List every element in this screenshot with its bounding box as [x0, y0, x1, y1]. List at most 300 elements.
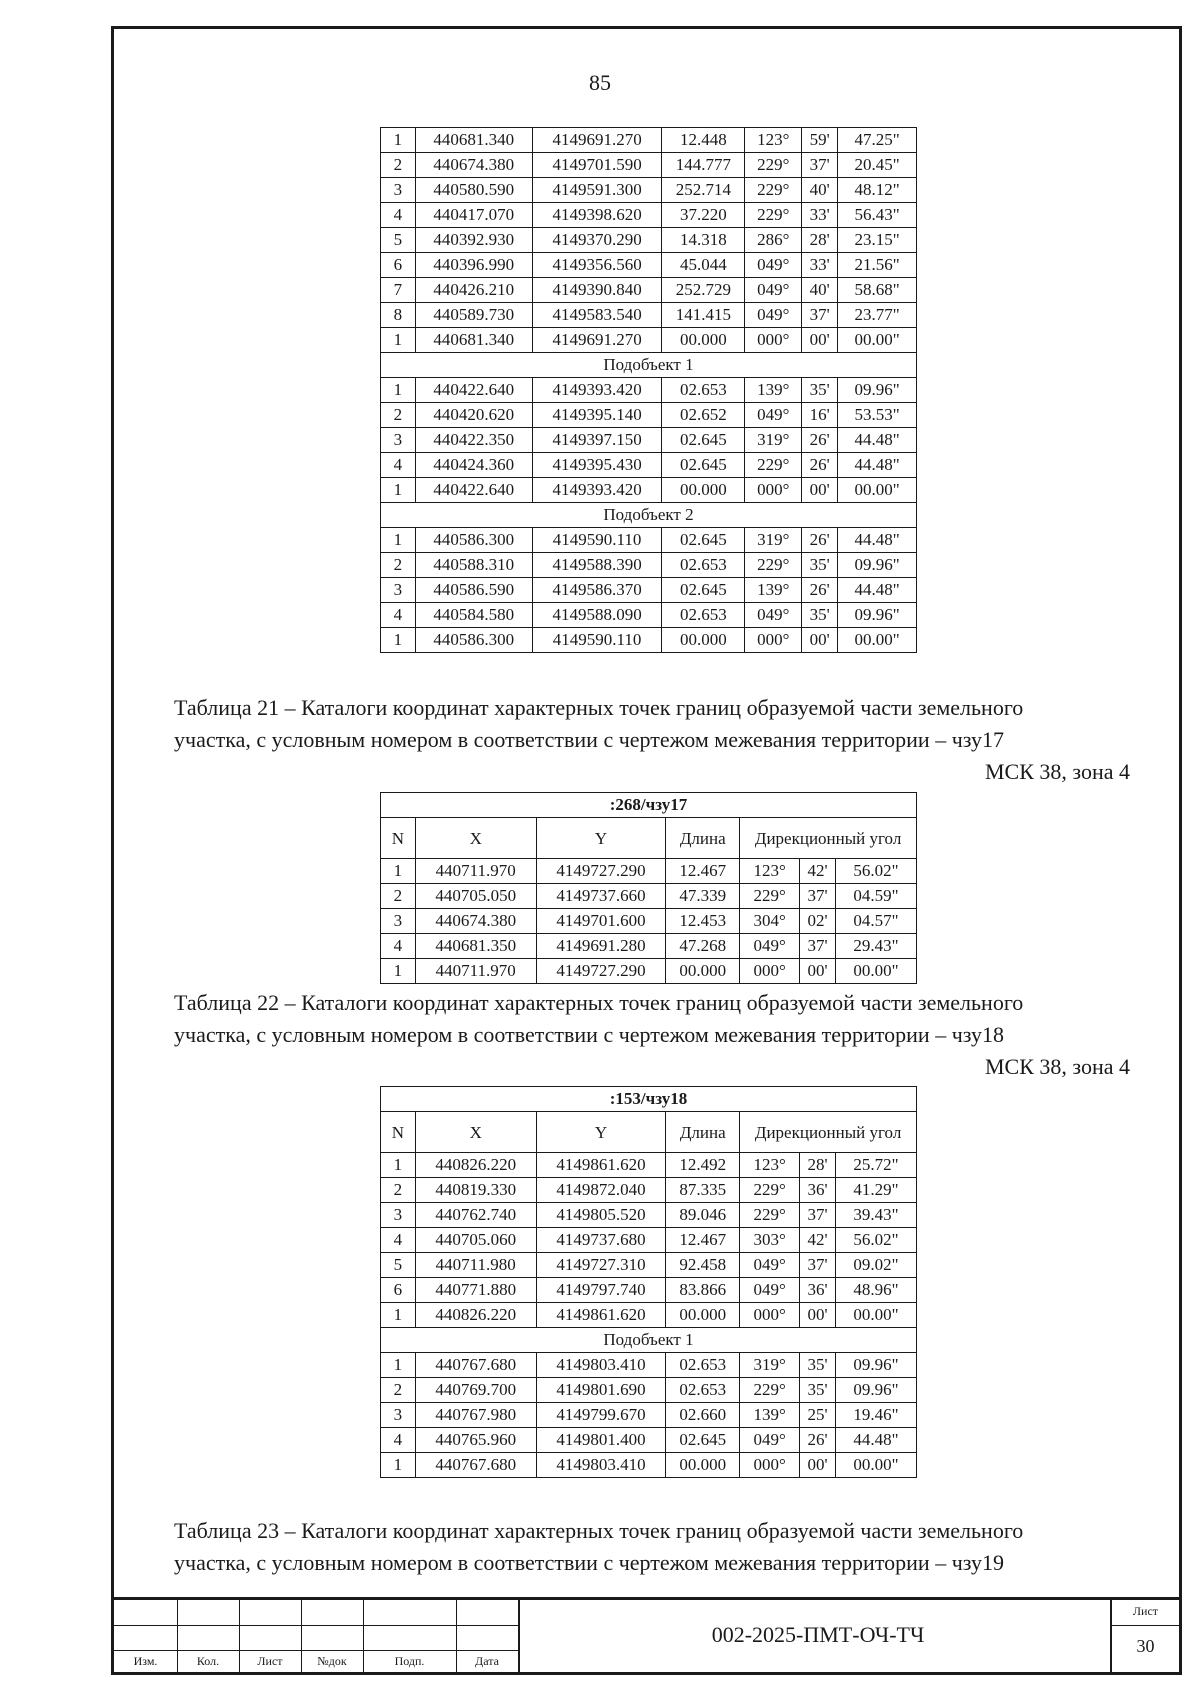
- caption-line: Таблица 21 – Каталоги координат характерных точек границ образуемой части земельного: [174, 695, 1024, 720]
- table-cell: 4149395.430: [532, 453, 662, 478]
- table-cell: 440417.070: [415, 203, 532, 228]
- table-cell: 440705.050: [415, 884, 536, 909]
- table-cell: 440396.990: [415, 253, 532, 278]
- table-row: [381, 859, 917, 884]
- table-cell: 1: [381, 128, 416, 153]
- stamp-row-line: [1110, 1625, 1179, 1626]
- table-row: [381, 253, 917, 278]
- table-cell: 19.46": [836, 1403, 917, 1428]
- table-cell: 4149588.390: [532, 553, 662, 578]
- table-cell: 123°: [740, 1153, 800, 1178]
- table-cell: 229°: [745, 553, 802, 578]
- table-cell: 4149861.620: [536, 1303, 666, 1328]
- table-cell: 02.653: [666, 1378, 740, 1403]
- table-header-row: [381, 1112, 917, 1153]
- table-cell: 4149801.400: [536, 1428, 666, 1453]
- table-cell: 229°: [740, 1178, 800, 1203]
- table-cell: 4149370.290: [532, 228, 662, 253]
- coordinate-system-label: МСК 38, зона 4: [984, 1054, 1130, 1079]
- table-cell: 000°: [740, 959, 800, 984]
- table-cell: 4149395.140: [532, 403, 662, 428]
- table-cell: 440422.350: [415, 428, 532, 453]
- table-cell: 123°: [745, 128, 802, 153]
- table-row: [381, 278, 917, 303]
- table-cell: 440765.960: [415, 1428, 536, 1453]
- table-cell: 229°: [745, 153, 802, 178]
- table-cell: 4: [381, 203, 416, 228]
- table-cell: 4149356.560: [532, 253, 662, 278]
- table-cell: 00': [800, 959, 836, 984]
- table-cell: 8: [381, 303, 416, 328]
- table-cell: 14.318: [662, 228, 745, 253]
- table-cell: 440392.930: [415, 228, 532, 253]
- table-cell: 6: [381, 253, 416, 278]
- table-row: [381, 1303, 917, 1328]
- table-cell: 049°: [745, 253, 802, 278]
- table-cell: 144.777: [662, 153, 745, 178]
- table-cell: 00.000: [666, 1453, 740, 1478]
- table-cell: 35': [800, 1378, 836, 1403]
- table-cell: 44.48": [836, 1428, 917, 1453]
- table-cell: 440580.590: [415, 178, 532, 203]
- table-cell: 440674.380: [415, 909, 536, 934]
- table-cell: 4149803.410: [536, 1353, 666, 1378]
- table-cell: 440769.700: [415, 1378, 536, 1403]
- subobject-label: Подобъект 1: [381, 1328, 917, 1353]
- table-cell: 440767.980: [415, 1403, 536, 1428]
- table-cell: 252.714: [662, 178, 745, 203]
- table-cell: 53.53": [838, 403, 917, 428]
- table-cell: 45.044: [662, 253, 745, 278]
- table-cell: 229°: [740, 1203, 800, 1228]
- table-cell: 20.45": [838, 153, 917, 178]
- table-cell: 440767.680: [415, 1453, 536, 1478]
- table-cell: 26': [802, 428, 838, 453]
- table-cell: 1: [381, 859, 416, 884]
- table-cell: 37': [802, 153, 838, 178]
- table-cell: 02': [800, 909, 836, 934]
- table-cell: 2: [381, 1378, 416, 1403]
- table-cell: 00.000: [666, 1303, 740, 1328]
- sheet-label: Лист: [1132, 1604, 1159, 1618]
- table-row: [381, 1153, 917, 1178]
- table-cell: 440586.590: [415, 578, 532, 603]
- table-cell: 26': [802, 453, 838, 478]
- table-row: [381, 153, 917, 178]
- table-row: [381, 909, 917, 934]
- table-row: [381, 1253, 917, 1278]
- table-cell: 4149727.290: [536, 859, 666, 884]
- table-cell: 440762.740: [415, 1203, 536, 1228]
- table-cell: 440767.680: [415, 1353, 536, 1378]
- table-cell: 37': [800, 884, 836, 909]
- table-cell: 440826.220: [415, 1303, 536, 1328]
- table-21-caption: [174, 692, 1130, 788]
- table-row: [381, 1228, 917, 1253]
- table-cell: 4149801.690: [536, 1378, 666, 1403]
- table-row: [381, 1428, 917, 1453]
- caption-line: участка, с условным номером в соответствии с чертежом межевания территории – чзу18: [174, 1022, 1004, 1047]
- stamp-label-izm: Изм.: [133, 1654, 158, 1668]
- table-cell: 319°: [740, 1353, 800, 1378]
- table-cell: 440771.880: [415, 1278, 536, 1303]
- table-cell: 00.00": [838, 478, 917, 503]
- table-cell: 35': [802, 553, 838, 578]
- table-cell: 1: [381, 328, 416, 353]
- table-cell: 00': [800, 1453, 836, 1478]
- table-cell: 00.00": [836, 959, 917, 984]
- table-cell: 440674.380: [415, 153, 532, 178]
- table-cell: 28': [800, 1153, 836, 1178]
- table-cell: 049°: [740, 1253, 800, 1278]
- table-cell: 29.43": [836, 934, 917, 959]
- table-cell: 41.29": [836, 1178, 917, 1203]
- table-cell: 3: [381, 1203, 416, 1228]
- table-cell: 44.48": [838, 453, 917, 478]
- table-cell: 09.02": [836, 1253, 917, 1278]
- table-cell: 12.467: [666, 859, 740, 884]
- header-n: N: [381, 1112, 416, 1153]
- caption-line: участка, с условным номером в соответствии с чертежом межевания территории – чзу17: [174, 727, 1004, 752]
- coordinate-table-21: [380, 792, 917, 984]
- table-cell: 33': [802, 253, 838, 278]
- table-row: [381, 1087, 917, 1112]
- header-length: Длина: [666, 1112, 740, 1153]
- table-cell: 4: [381, 603, 416, 628]
- table-cell: 00': [802, 628, 838, 653]
- table-cell: 47.25": [838, 128, 917, 153]
- table-cell: 00.000: [662, 478, 745, 503]
- table-cell: 440586.300: [415, 628, 532, 653]
- table-row: [381, 1378, 917, 1403]
- table-row: [381, 503, 917, 528]
- table-cell: 02.645: [662, 453, 745, 478]
- table-cell: 26': [802, 578, 838, 603]
- table-row: [381, 1403, 917, 1428]
- table-cell: 1: [381, 959, 416, 984]
- table-cell: 2: [381, 553, 416, 578]
- table-cell: 87.335: [666, 1178, 740, 1203]
- table-cell: 23.77": [838, 303, 917, 328]
- table-cell: 23.15": [838, 228, 917, 253]
- table-row: [381, 1178, 917, 1203]
- table-23-caption: [174, 1515, 1130, 1579]
- table-cell: 4149588.090: [532, 603, 662, 628]
- table-cell: 049°: [745, 303, 802, 328]
- stamp-label-kol: Кол.: [196, 1654, 220, 1668]
- table-cell: 049°: [740, 934, 800, 959]
- table-cell: 02.653: [662, 603, 745, 628]
- table-title: :268/чзу17: [381, 793, 917, 818]
- table-cell: 1: [381, 1153, 416, 1178]
- table-cell: 5: [381, 1253, 416, 1278]
- table-cell: 4149390.840: [532, 278, 662, 303]
- header-y: Y: [536, 818, 666, 859]
- table-cell: 56.02": [836, 859, 917, 884]
- table-cell: 37': [800, 934, 836, 959]
- table-cell: 09.96": [838, 603, 917, 628]
- table-cell: 000°: [745, 628, 802, 653]
- table-cell: 286°: [745, 228, 802, 253]
- table-cell: 09.96": [838, 553, 917, 578]
- page-number: 85: [589, 70, 611, 95]
- table-cell: 049°: [740, 1278, 800, 1303]
- table-cell: 440424.360: [415, 453, 532, 478]
- table-cell: 00.00": [836, 1453, 917, 1478]
- table-cell: 4149397.150: [532, 428, 662, 453]
- coordinate-table-20-continued: [380, 127, 917, 653]
- table-cell: 02.660: [666, 1403, 740, 1428]
- table-cell: 12.467: [666, 1228, 740, 1253]
- table-cell: 049°: [745, 603, 802, 628]
- table-cell: 4149803.410: [536, 1453, 666, 1478]
- table-cell: 139°: [745, 378, 802, 403]
- header-y: Y: [536, 1112, 666, 1153]
- table-cell: 21.56": [838, 253, 917, 278]
- table-cell: 48.96": [836, 1278, 917, 1303]
- table-cell: 4149591.300: [532, 178, 662, 203]
- table-cell: 37': [800, 1253, 836, 1278]
- table-cell: 440711.970: [415, 959, 536, 984]
- table-cell: 4149701.590: [532, 153, 662, 178]
- table-cell: 4149805.520: [536, 1203, 666, 1228]
- table-cell: 1: [381, 1453, 416, 1478]
- table-cell: 47.339: [666, 884, 740, 909]
- table-cell: 3: [381, 578, 416, 603]
- table-cell: 89.046: [666, 1203, 740, 1228]
- table-cell: 42': [800, 859, 836, 884]
- table-cell: 42': [800, 1228, 836, 1253]
- table-cell: 1: [381, 378, 416, 403]
- table-row: [381, 328, 917, 353]
- stamp-label-data: Дата: [475, 1654, 499, 1668]
- table-cell: 16': [802, 403, 838, 428]
- table-cell: 44.48": [838, 528, 917, 553]
- table-cell: 440711.980: [415, 1253, 536, 1278]
- table-cell: 56.43": [838, 203, 917, 228]
- table-cell: 4149590.110: [532, 528, 662, 553]
- table-cell: 02.653: [666, 1353, 740, 1378]
- table-cell: 440819.330: [415, 1178, 536, 1203]
- table-cell: 2: [381, 153, 416, 178]
- table-cell: 02.653: [662, 378, 745, 403]
- table-cell: 2: [381, 403, 416, 428]
- table-row: [381, 353, 917, 378]
- table-cell: 4149393.420: [532, 478, 662, 503]
- table-cell: 4149799.670: [536, 1403, 666, 1428]
- table-cell: 4149691.270: [532, 328, 662, 353]
- caption-line: участка, с условным номером в соответствии с чертежом межевания территории – чзу19: [174, 1550, 1004, 1575]
- table-cell: 303°: [740, 1228, 800, 1253]
- table-cell: 37': [800, 1203, 836, 1228]
- header-direction-angle: Дирекционный угол: [740, 1112, 917, 1153]
- table-cell: 440422.640: [415, 478, 532, 503]
- table-cell: 440705.060: [415, 1228, 536, 1253]
- table-cell: 47.268: [666, 934, 740, 959]
- table-cell: 00': [802, 328, 838, 353]
- table-cell: 25': [800, 1403, 836, 1428]
- caption-line: Таблица 23 – Каталоги координат характерных точек границ образуемой части земельного: [174, 1518, 1024, 1543]
- table-row: [381, 178, 917, 203]
- table-cell: 000°: [740, 1453, 800, 1478]
- table-cell: 00.00": [836, 1303, 917, 1328]
- table-cell: 440681.340: [415, 328, 532, 353]
- table-cell: 35': [802, 378, 838, 403]
- table-cell: 37.220: [662, 203, 745, 228]
- table-cell: 229°: [745, 453, 802, 478]
- table-cell: 00.00": [838, 328, 917, 353]
- stamp-divider: [518, 1600, 520, 1675]
- table-cell: 4: [381, 934, 416, 959]
- table-cell: 4: [381, 453, 416, 478]
- table-cell: 2: [381, 884, 416, 909]
- stamp-row-line: [114, 1625, 518, 1626]
- header-n: N: [381, 818, 416, 859]
- table-cell: 4149727.310: [536, 1253, 666, 1278]
- table-cell: 09.96": [838, 378, 917, 403]
- table-cell: 4149797.740: [536, 1278, 666, 1303]
- table-cell: 00.000: [662, 328, 745, 353]
- table-cell: 58.68": [838, 278, 917, 303]
- table-cell: 4149727.290: [536, 959, 666, 984]
- table-row: [381, 478, 917, 503]
- table-cell: 09.96": [836, 1353, 917, 1378]
- title-block: [114, 1597, 1179, 1675]
- table-cell: 09.96": [836, 1378, 917, 1403]
- table-row: [381, 453, 917, 478]
- table-cell: 4149737.660: [536, 884, 666, 909]
- table-cell: 1: [381, 478, 416, 503]
- table-row: [381, 959, 917, 984]
- table-cell: 00.00": [838, 628, 917, 653]
- stamp-label-ndok: №док: [317, 1654, 347, 1668]
- table-cell: 4149737.680: [536, 1228, 666, 1253]
- table-row: [381, 603, 917, 628]
- table-header-row: [381, 818, 917, 859]
- table-cell: 4149590.110: [532, 628, 662, 653]
- table-cell: 1: [381, 1353, 416, 1378]
- table-cell: 229°: [745, 203, 802, 228]
- table-row: [381, 1353, 917, 1378]
- table-cell: 229°: [740, 884, 800, 909]
- table-cell: 36': [800, 1278, 836, 1303]
- coordinate-system-label: МСК 38, зона 4: [984, 759, 1130, 784]
- table-cell: 4149872.040: [536, 1178, 666, 1203]
- table-cell: 28': [802, 228, 838, 253]
- table-row: [381, 578, 917, 603]
- table-cell: 56.02": [836, 1228, 917, 1253]
- table-row: [381, 1203, 917, 1228]
- table-cell: 39.43": [836, 1203, 917, 1228]
- table-cell: 12.448: [662, 128, 745, 153]
- table-cell: 4149586.370: [532, 578, 662, 603]
- table-cell: 02.645: [666, 1428, 740, 1453]
- table-cell: 049°: [745, 403, 802, 428]
- sheet-number: 30: [1136, 1636, 1155, 1656]
- caption-line: Таблица 22 – Каталоги координат характерных точек границ образуемой части земельного: [174, 990, 1024, 1015]
- table-cell: 139°: [745, 578, 802, 603]
- table-cell: 3: [381, 1403, 416, 1428]
- table-cell: 83.866: [666, 1278, 740, 1303]
- table-cell: 440826.220: [415, 1153, 536, 1178]
- table-row: [381, 428, 917, 453]
- table-cell: 1: [381, 528, 416, 553]
- table-cell: 04.59": [836, 884, 917, 909]
- header-x: X: [415, 818, 536, 859]
- table-row: [381, 884, 917, 909]
- table-row: [381, 528, 917, 553]
- table-cell: 440422.640: [415, 378, 532, 403]
- table-cell: 36': [800, 1178, 836, 1203]
- table-cell: 44.48": [838, 428, 917, 453]
- table-row: [381, 128, 917, 153]
- table-cell: 049°: [740, 1428, 800, 1453]
- table-cell: 12.492: [666, 1153, 740, 1178]
- table-cell: 02.645: [662, 528, 745, 553]
- table-cell: 00.000: [666, 959, 740, 984]
- table-row: [381, 303, 917, 328]
- table-cell: 440420.620: [415, 403, 532, 428]
- table-cell: 3: [381, 178, 416, 203]
- table-cell: 440426.210: [415, 278, 532, 303]
- table-cell: 000°: [745, 328, 802, 353]
- table-cell: 229°: [745, 178, 802, 203]
- table-cell: 37': [802, 303, 838, 328]
- table-cell: 440681.350: [415, 934, 536, 959]
- table-cell: 000°: [745, 478, 802, 503]
- table-cell: 00': [800, 1303, 836, 1328]
- table-cell: 48.12": [838, 178, 917, 203]
- table-cell: 4: [381, 1228, 416, 1253]
- header-x: X: [415, 1112, 536, 1153]
- table-row: [381, 1278, 917, 1303]
- table-row: [381, 793, 917, 818]
- table-row: [381, 378, 917, 403]
- table-cell: 02.652: [662, 403, 745, 428]
- table-row: [381, 1328, 917, 1353]
- table-cell: 4149691.270: [532, 128, 662, 153]
- coordinate-table-22: [380, 1086, 917, 1478]
- table-cell: 00': [802, 478, 838, 503]
- table-cell: 33': [802, 203, 838, 228]
- table-row: [381, 403, 917, 428]
- table-cell: 049°: [745, 278, 802, 303]
- table-cell: 4149583.540: [532, 303, 662, 328]
- table-cell: 26': [802, 528, 838, 553]
- table-cell: 5: [381, 228, 416, 253]
- table-cell: 3: [381, 428, 416, 453]
- table-cell: 000°: [740, 1303, 800, 1328]
- table-cell: 40': [802, 178, 838, 203]
- table-cell: 00.000: [662, 628, 745, 653]
- table-cell: 440586.300: [415, 528, 532, 553]
- table-cell: 4149691.280: [536, 934, 666, 959]
- document-code: 002-2025-ПМТ-ОЧ-ТЧ: [711, 1622, 925, 1647]
- table-cell: 1: [381, 1303, 416, 1328]
- table-cell: 26': [800, 1428, 836, 1453]
- table-cell: 92.458: [666, 1253, 740, 1278]
- table-cell: 3: [381, 909, 416, 934]
- stamp-label-podp: Подп.: [394, 1654, 425, 1668]
- table-cell: 4149701.600: [536, 909, 666, 934]
- header-length: Длина: [666, 818, 740, 859]
- table-cell: 4149398.620: [532, 203, 662, 228]
- table-cell: 4: [381, 1428, 416, 1453]
- subobject-label: Подобъект 1: [381, 353, 917, 378]
- table-cell: 440681.340: [415, 128, 532, 153]
- table-cell: 35': [800, 1353, 836, 1378]
- table-cell: 44.48": [838, 578, 917, 603]
